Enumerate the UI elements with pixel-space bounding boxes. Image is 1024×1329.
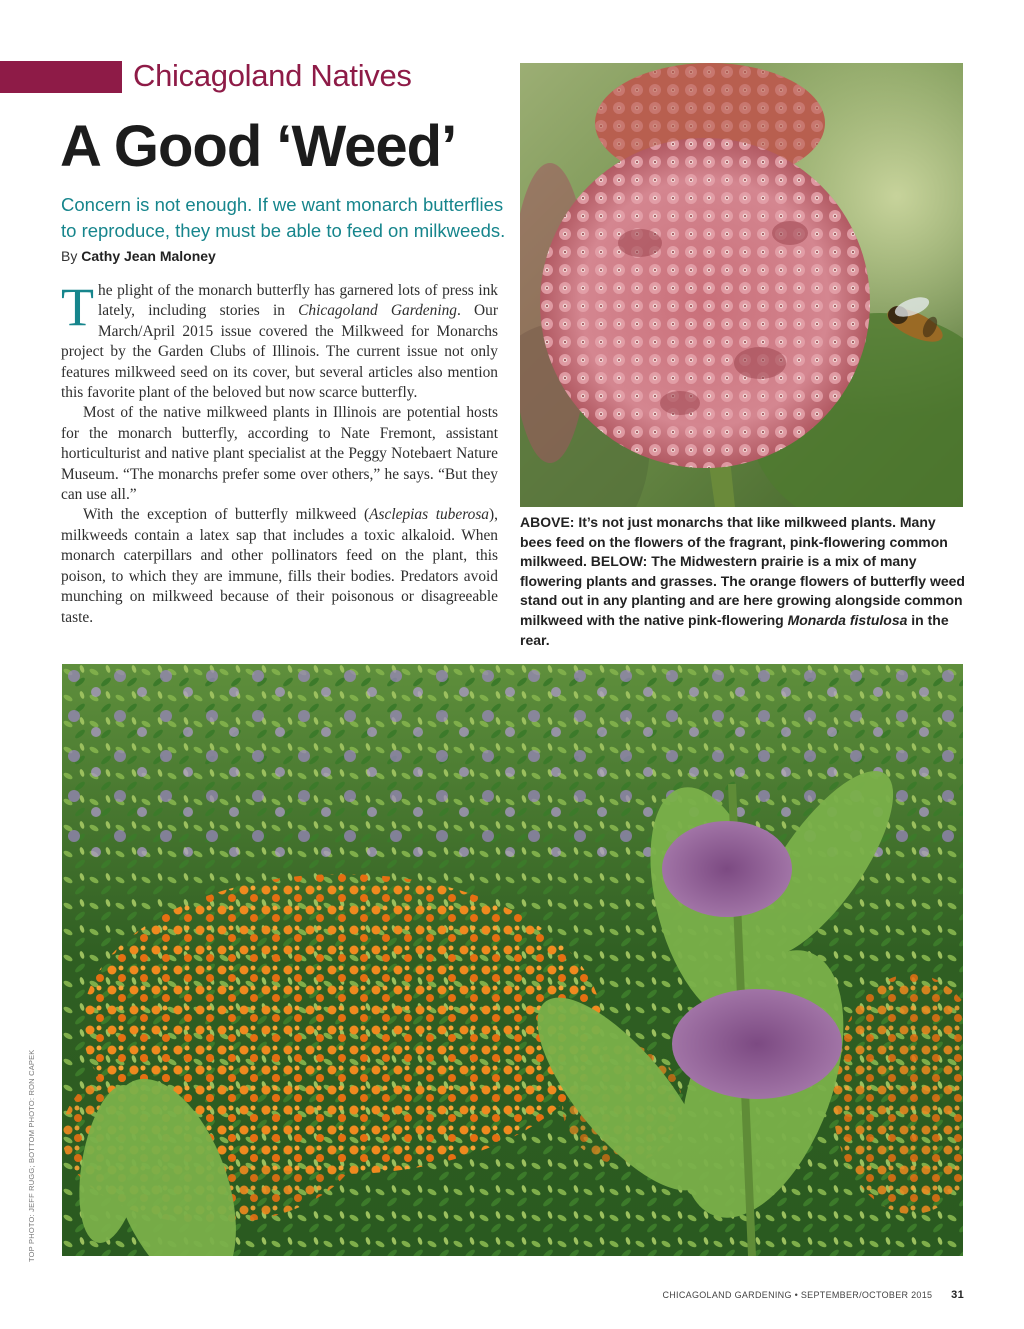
article-title: A Good ‘Weed’ (60, 114, 457, 179)
photo-caption (520, 513, 965, 650)
prairie-photo (62, 664, 963, 1256)
byline (61, 248, 216, 264)
paragraph-1-text-a: he plight of the monarch butterfly has garnered lots of press ink lately, including stories in (98, 282, 498, 320)
paragraph-1 (61, 277, 498, 403)
caption-italic: Monarda fistulosa (787, 611, 908, 628)
page-number: 31 (951, 1289, 964, 1301)
caption-text-b: in the rear. (520, 611, 949, 648)
footer-issue: SEPTEMBER/OCTOBER 2015 (800, 1290, 933, 1300)
byline-prefix: By (61, 248, 78, 264)
paragraph-1-text-b: . Our March/April 2015 issue covered the Milkweed for Monarchs project by the Garden Clubs of Illinois. The current issue not only features milkweed seed on its cover, but several articles also mention this favorite plant of the beloved but now scarce butterfly. (61, 302, 498, 402)
drop-cap: T (61, 277, 94, 337)
caption-text-a: ABOVE: It’s not just monarchs that like milkweed plants. Many bees feed on the flowers of the fragrant, pink-flowering common milkweed. BELOW: The Midwestern prairie is a mix of many flowering plants and grasses. The orange flowers of butterfly weed stand out in any planting and are here growing alongside common milkweed with the native pink-flowering (520, 514, 965, 628)
paragraph-2: Most of the native milkweed plants in Illinois are potential hosts for the monarch butterfly, according to Nate Fremont, assistant horticulturist and native plant specialist at the Peggy Notebaert Nature Museum. “The monarchs prefer some over others,” he says. “But they can use all.” (61, 404, 498, 504)
paragraph-1-italic: Chicagoland Gardening (298, 302, 457, 320)
paragraph-3-text-b: ), milkweeds contain a latex sap that includes a toxic alkaloid. When monarch caterpillars and other pollinators feed on the plant, this poison, to which they are immune, fills their bodies. Predators avoid munching on milkweed because of their poisonous or disagreeable taste. (61, 506, 498, 626)
paragraph-3-text-a: With the exception of butterfly milkweed ( (83, 506, 370, 524)
section-color-bar (0, 61, 122, 93)
paragraph-3-italic: Asclepias tuberosa (369, 506, 490, 524)
footer-publication: CHICAGOLAND GARDENING (662, 1290, 792, 1300)
author-name: Cathy Jean Maloney (81, 248, 216, 264)
paragraph-3 (61, 505, 498, 627)
section-label: Chicagoland Natives (133, 58, 412, 93)
article-deck: Concern is not enough. If we want monarch butterflies to reproduce, they must be able to feed on milkweeds. (61, 194, 506, 241)
footer-separator: • (794, 1290, 799, 1300)
page-footer (662, 1289, 964, 1301)
photo-credit: TOP PHOTO: JEFF RUGG; BOTTOM PHOTO: RON CAPEK (27, 1049, 36, 1262)
milkweed-bee-photo (520, 63, 963, 507)
article-body (61, 277, 498, 628)
